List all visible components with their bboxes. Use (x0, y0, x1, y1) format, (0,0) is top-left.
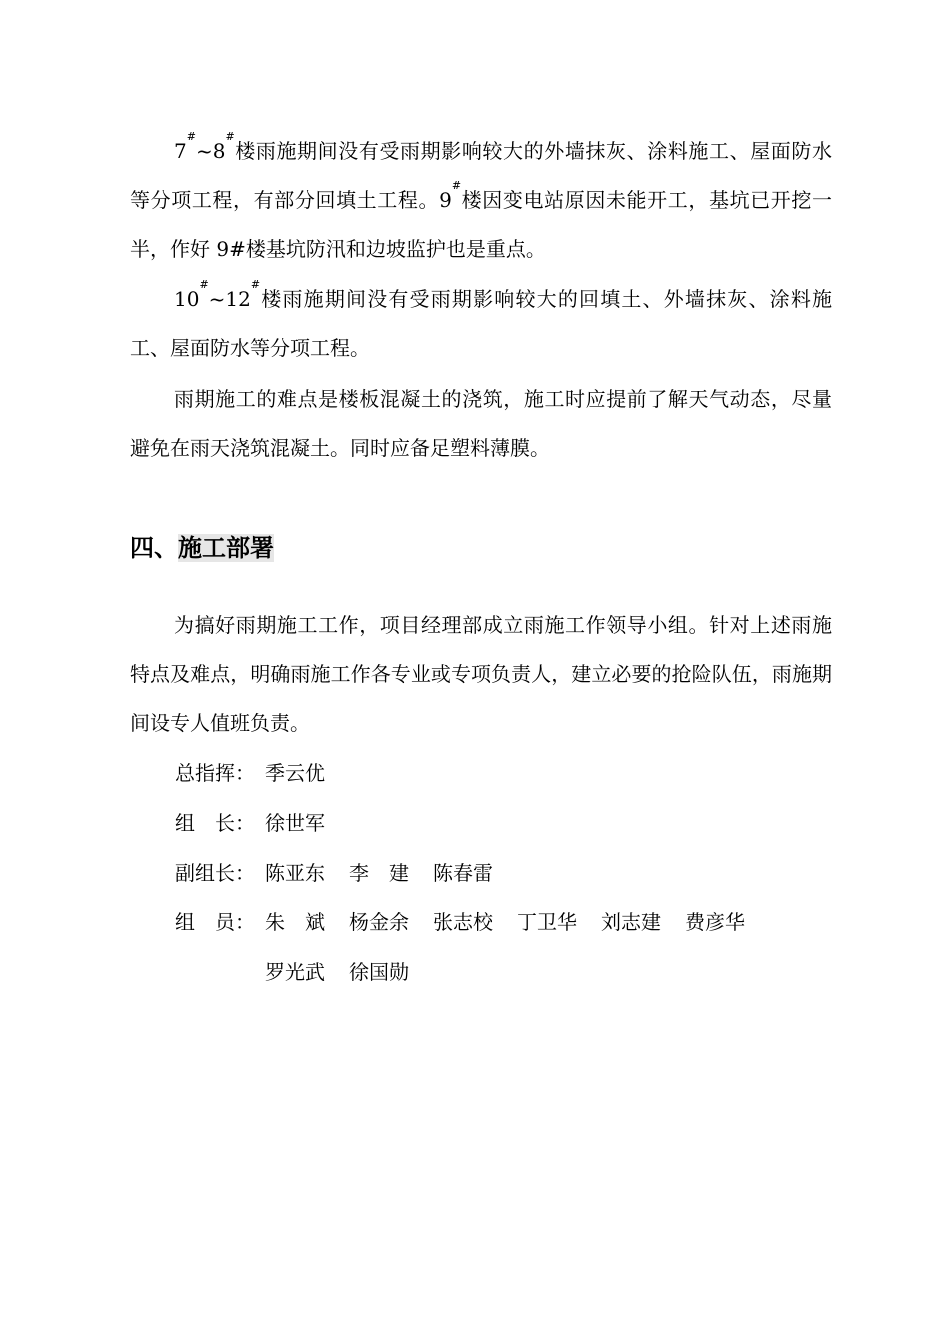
leader-row (175, 808, 325, 838)
deputy-name: 陈亚东 (265, 861, 325, 885)
member-name: 丁卫华 (517, 910, 577, 934)
paragraph-buildings-7-9 (130, 127, 832, 274)
text-run: ~8 (195, 139, 226, 163)
text-run: ~12 (208, 287, 251, 311)
text-run: 楼因变电站原因未能开工，基坑已开挖一半，作好 9#楼基坑防汛和边坡监护也是重点。 (130, 188, 832, 261)
text-run: 楼雨施期间没有受雨期影响较大的回填土、外墙抹灰、涂料施工、屋面防水等分项工程。 (130, 287, 832, 360)
section-number: 四、 (130, 534, 178, 562)
members-row (175, 907, 769, 937)
deputy-label: 副组长： (175, 861, 255, 885)
deputy-row (175, 858, 517, 888)
deputy-name: 李 建 (349, 861, 409, 885)
leader-label: 组 长： (175, 811, 255, 835)
deputy-name: 陈春雷 (433, 861, 493, 885)
superscript-mark: # (199, 278, 209, 291)
paragraph-difficulty: 雨期施工的难点是楼板混凝土的浇筑，施工时应提前了解天气动态，尽量避免在雨天浇筑混凝土。同时应备足塑料薄膜。 (130, 387, 832, 460)
paragraph-deployment: 为搞好雨期施工工作，项目经理部成立雨施工作领导小组。针对上述雨施特点及难点，明确雨施工作各专业或专项负责人，建立必要的抢险队伍，雨施期间设专人值班负责。 (130, 613, 832, 735)
text-run: 楼雨施期间没有受雨期影响较大的外墙抹灰、涂料施工、屋面防水等分项工程，有部分回填土工程。9 (130, 139, 832, 212)
member-name: 张志校 (433, 910, 493, 934)
superscript-mark: # (250, 278, 261, 291)
section-heading (130, 528, 274, 568)
members-label: 组 员： (175, 910, 255, 934)
commander-name: 季云优 (265, 761, 325, 785)
superscript-mark: # (451, 179, 462, 192)
paragraph-buildings-10-12 (130, 275, 832, 373)
member-name: 刘志建 (601, 910, 661, 934)
section-title: 施工部署 (178, 534, 274, 562)
text-run: 7 (174, 139, 187, 163)
members-row-continued (265, 957, 433, 987)
commander-label: 总指挥： (175, 761, 255, 785)
superscript-mark: # (186, 130, 196, 143)
member-name: 罗光武 (265, 960, 325, 984)
member-name: 徐国勋 (349, 960, 409, 984)
leader-name: 徐世军 (265, 811, 325, 835)
commander-row (175, 758, 325, 788)
member-name: 费彦华 (685, 910, 745, 934)
member-name: 杨金余 (349, 910, 409, 934)
superscript-mark: # (225, 130, 235, 143)
member-name: 朱 斌 (265, 910, 325, 934)
text-run: 10 (174, 287, 200, 311)
